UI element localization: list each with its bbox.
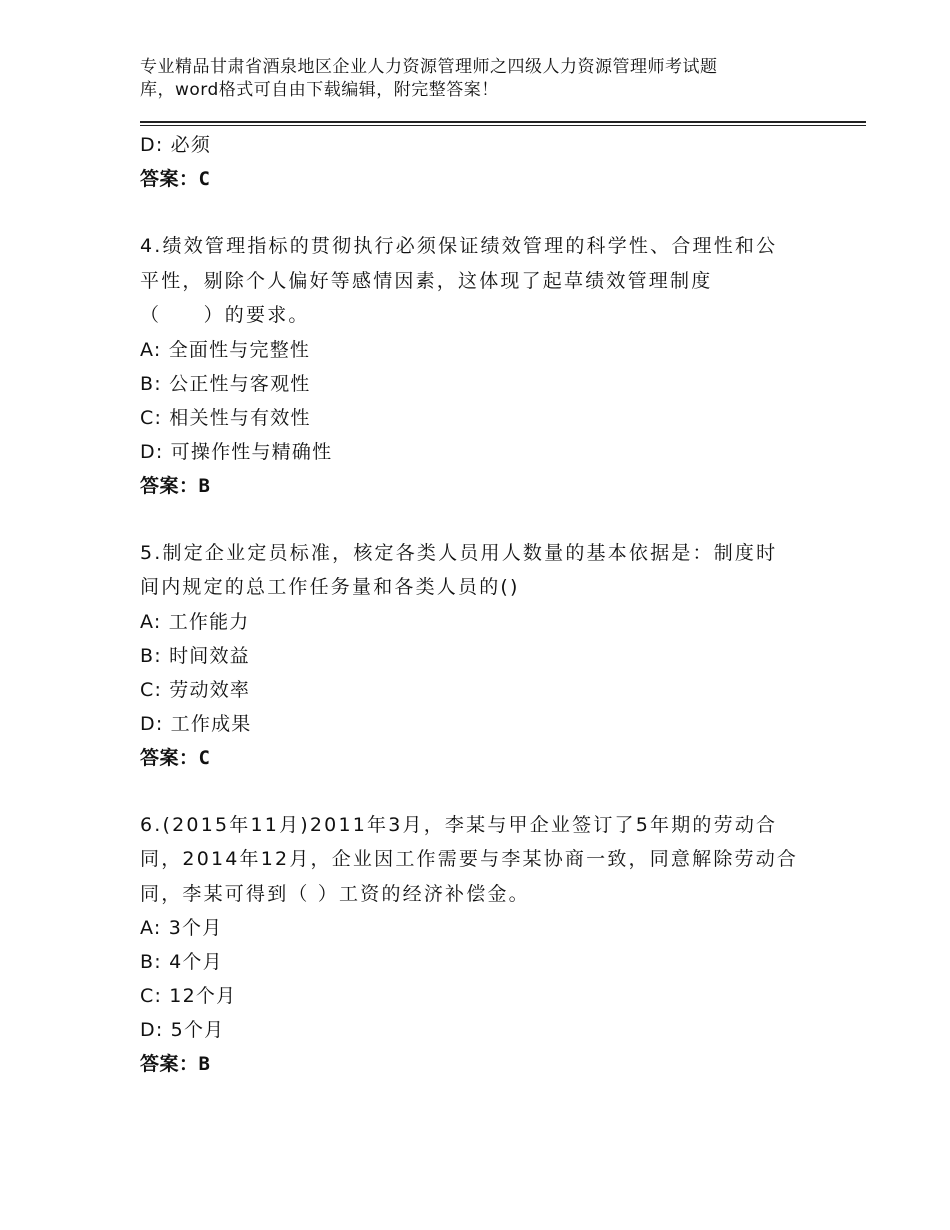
page-header [140, 56, 800, 102]
question-content [140, 128, 820, 1081]
option-d: D: 必须 [140, 134, 212, 156]
option-d: D: 工作成果 [140, 712, 252, 735]
option-c: C: 12个月 [140, 985, 237, 1007]
question-stem [140, 536, 820, 605]
header-title-line-2: 库，word格式可自由下载编辑，附完整答案！ [140, 80, 499, 100]
question-stem [140, 229, 820, 333]
header-title-line-1: 专业精品甘肃省酒泉地区企业人力资源管理师之四级人力资源管理师考试题 [140, 57, 718, 77]
stem-line-3: （ ）的要求。 [140, 304, 310, 326]
option-b: B: 时间效益 [140, 644, 250, 667]
answer-line: 答案：C [140, 746, 211, 769]
answer-line: 答案：C [140, 168, 211, 190]
header-divider-thin [140, 125, 866, 126]
answer-line: 答案：B [140, 474, 211, 497]
question-5 [140, 536, 820, 775]
option-a: A: 全面性与完整性 [140, 338, 311, 361]
stem-line-3: 同，李某可得到（ ）工资的经济补偿金。 [140, 882, 530, 905]
option-b: B: 4个月 [140, 951, 223, 973]
question-6 [140, 808, 820, 1082]
stem-line-2: 间内规定的总工作任务量和各类人员的() [140, 576, 520, 598]
stem-line-2: 平性，剔除个人偏好等感情因素，这体现了起草绩效管理制度 [140, 269, 713, 292]
question-stem [140, 808, 820, 912]
option-a: A: 工作能力 [140, 610, 250, 633]
question-4 [140, 229, 820, 503]
stem-line-1: 5.制定企业定员标准，核定各类人员用人数量的基本依据是：制度时 [140, 541, 778, 564]
option-a: A: 3个月 [140, 917, 223, 939]
option-c: C: 相关性与有效性 [140, 406, 311, 429]
option-d: D: 5个月 [140, 1019, 225, 1041]
stem-line-1: 4.绩效管理指标的贯彻执行必须保证绩效管理的科学性、合理性和公 [140, 235, 778, 257]
carried-over-question [140, 128, 820, 196]
header-divider-thick [140, 121, 866, 123]
answer-line: 答案：B [140, 1053, 211, 1075]
option-c: C: 劳动效率 [140, 678, 251, 701]
option-d: D: 可操作性与精确性 [140, 440, 333, 463]
stem-line-2: 同，2014年12月，企业因工作需要与李某协商一致，同意解除劳动合 [140, 848, 799, 870]
option-b: B: 公正性与客观性 [140, 372, 311, 395]
stem-line-1: 6.(2015年11月)2011年3月，李某与甲企业签订了5年期的劳动合 [140, 813, 778, 836]
